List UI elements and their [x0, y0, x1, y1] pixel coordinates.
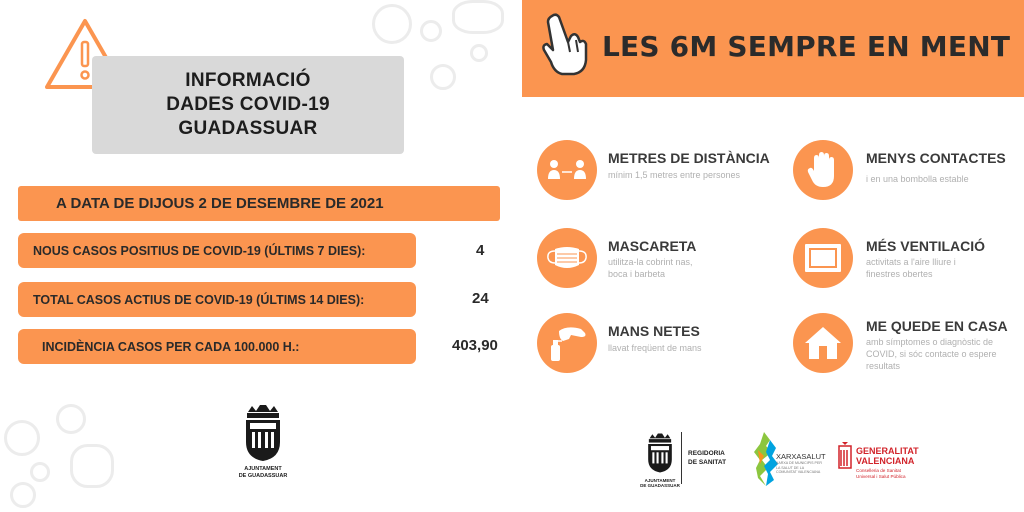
new-cases-value: 4: [476, 242, 485, 259]
regidoria-label: [688, 449, 726, 467]
pointing-hand-icon: [538, 12, 590, 78]
crest-caption-line-1: AJUNTAMENT: [244, 466, 282, 472]
generalitat-name-line-2: VALENCIANA: [856, 456, 915, 466]
distance-icon: [537, 140, 597, 200]
measure-mask-title: MASCARETA: [608, 238, 697, 254]
incidence-label: INCIDÈNCIA CASOS PER CADA 100.000 H.:: [18, 329, 416, 364]
measure-contacts-subtitle: [866, 173, 969, 185]
measure-stay-home-subtitle: [866, 336, 997, 372]
house-icon: [793, 313, 853, 373]
measure-hands-subtitle: [608, 342, 702, 354]
municipal-crest-icon: [240, 404, 286, 462]
crest-caption-line-2: DE GUADASSUAR: [238, 473, 288, 479]
measure-ventilation-subtitle-line-2: finestres obertes: [866, 269, 933, 279]
xarxasalut-name: XARXASALUT: [776, 452, 826, 461]
hand-sanitizer-icon: [537, 313, 597, 373]
title-line-2: DADES COVID-19: [166, 94, 330, 115]
xarxasalut-subtitle: XARXA DE MUNICIPIS PER LA SALUT DE LA COMUNITAT VALENCIANA: [776, 461, 822, 474]
measure-ventilation-subtitle-line-1: activitats a l'aire lliure i: [866, 257, 956, 267]
generalitat-subtitle: [856, 468, 922, 479]
generalitat-subtitle-line-2: Universal i Salut Pública: [856, 473, 906, 479]
new-cases-label: NOUS CASOS POSITIUS DE COVID-19 (ÚLTIMS 7 DIES):: [18, 233, 416, 268]
generalitat-name-line-1: GENERALITAT: [856, 446, 919, 456]
logo-crest-caption: [632, 478, 688, 488]
measure-ventilation-title: MÉS VENTILACIÓ: [866, 238, 986, 254]
info-title-box: [92, 56, 404, 154]
title-line-3: GUADASSUAR: [178, 118, 318, 139]
municipal-crest-logo-icon: [644, 432, 676, 474]
date-banner: A DATA DE DIJOUS 2 DE DESEMBRE DE 2021: [18, 186, 500, 221]
logo-divider: [681, 432, 682, 484]
window-icon: [793, 228, 853, 288]
measure-distance-subtitle-line-1: mínim 1,5 metres entre persones: [608, 170, 741, 180]
stop-hand-icon: [793, 140, 853, 200]
regidoria-line-2: DE SANITAT: [688, 459, 727, 466]
measure-contacts-title: MENYS CONTACTES: [866, 150, 1006, 166]
generalitat-logo-icon: [838, 442, 852, 472]
measure-stay-home-subtitle-line-1: amb símptomes o diagnòstic de: [866, 337, 994, 347]
measure-distance-subtitle: [608, 169, 740, 181]
measure-mask-subtitle-line-1: utilitza-la cobrint nas,: [608, 257, 693, 267]
measure-hands-subtitle-line-1: llavat freqüent de mans: [608, 343, 702, 353]
active-cases-label: TOTAL CASOS ACTIUS DE COVID-19 (ÚLTIMS 14 DIES):: [18, 282, 416, 317]
regidoria-line-1: REGIDORIA: [688, 450, 725, 457]
measure-mask-subtitle: [608, 256, 693, 280]
measure-contacts-subtitle-line-1: i en una bombolla estable: [866, 174, 969, 184]
measure-stay-home-subtitle-line-2: COVID, si sóc contacte o espere: [866, 349, 997, 359]
measure-hands-title: MANS NETES: [608, 323, 700, 339]
measure-distance-title: METRES DE DISTÀNCIA: [608, 150, 770, 166]
incidence-value: 403,90: [452, 337, 498, 354]
crest-caption: [220, 466, 306, 480]
generalitat-subtitle-line-1: Conselleria de Sanitat: [856, 468, 901, 473]
measure-stay-home-subtitle-line-3: resultats: [866, 361, 901, 371]
logo-crest-caption-line-1: AJUNTAMENT: [644, 478, 676, 483]
header-title: LES 6M SEMPRE EN MENT: [602, 30, 1011, 63]
measure-mask-subtitle-line-2: boca i barbeta: [608, 269, 666, 279]
logo-crest-caption-line-2: DE GUADASSUAR: [640, 483, 680, 488]
title-line-1: INFORMACIÓ: [185, 70, 311, 91]
generalitat-name: [856, 446, 919, 466]
measure-stay-home-title: ME QUEDE EN CASA: [866, 318, 1008, 334]
measure-ventilation-subtitle: [866, 256, 956, 280]
active-cases-value: 24: [472, 290, 489, 307]
mask-icon: [537, 228, 597, 288]
